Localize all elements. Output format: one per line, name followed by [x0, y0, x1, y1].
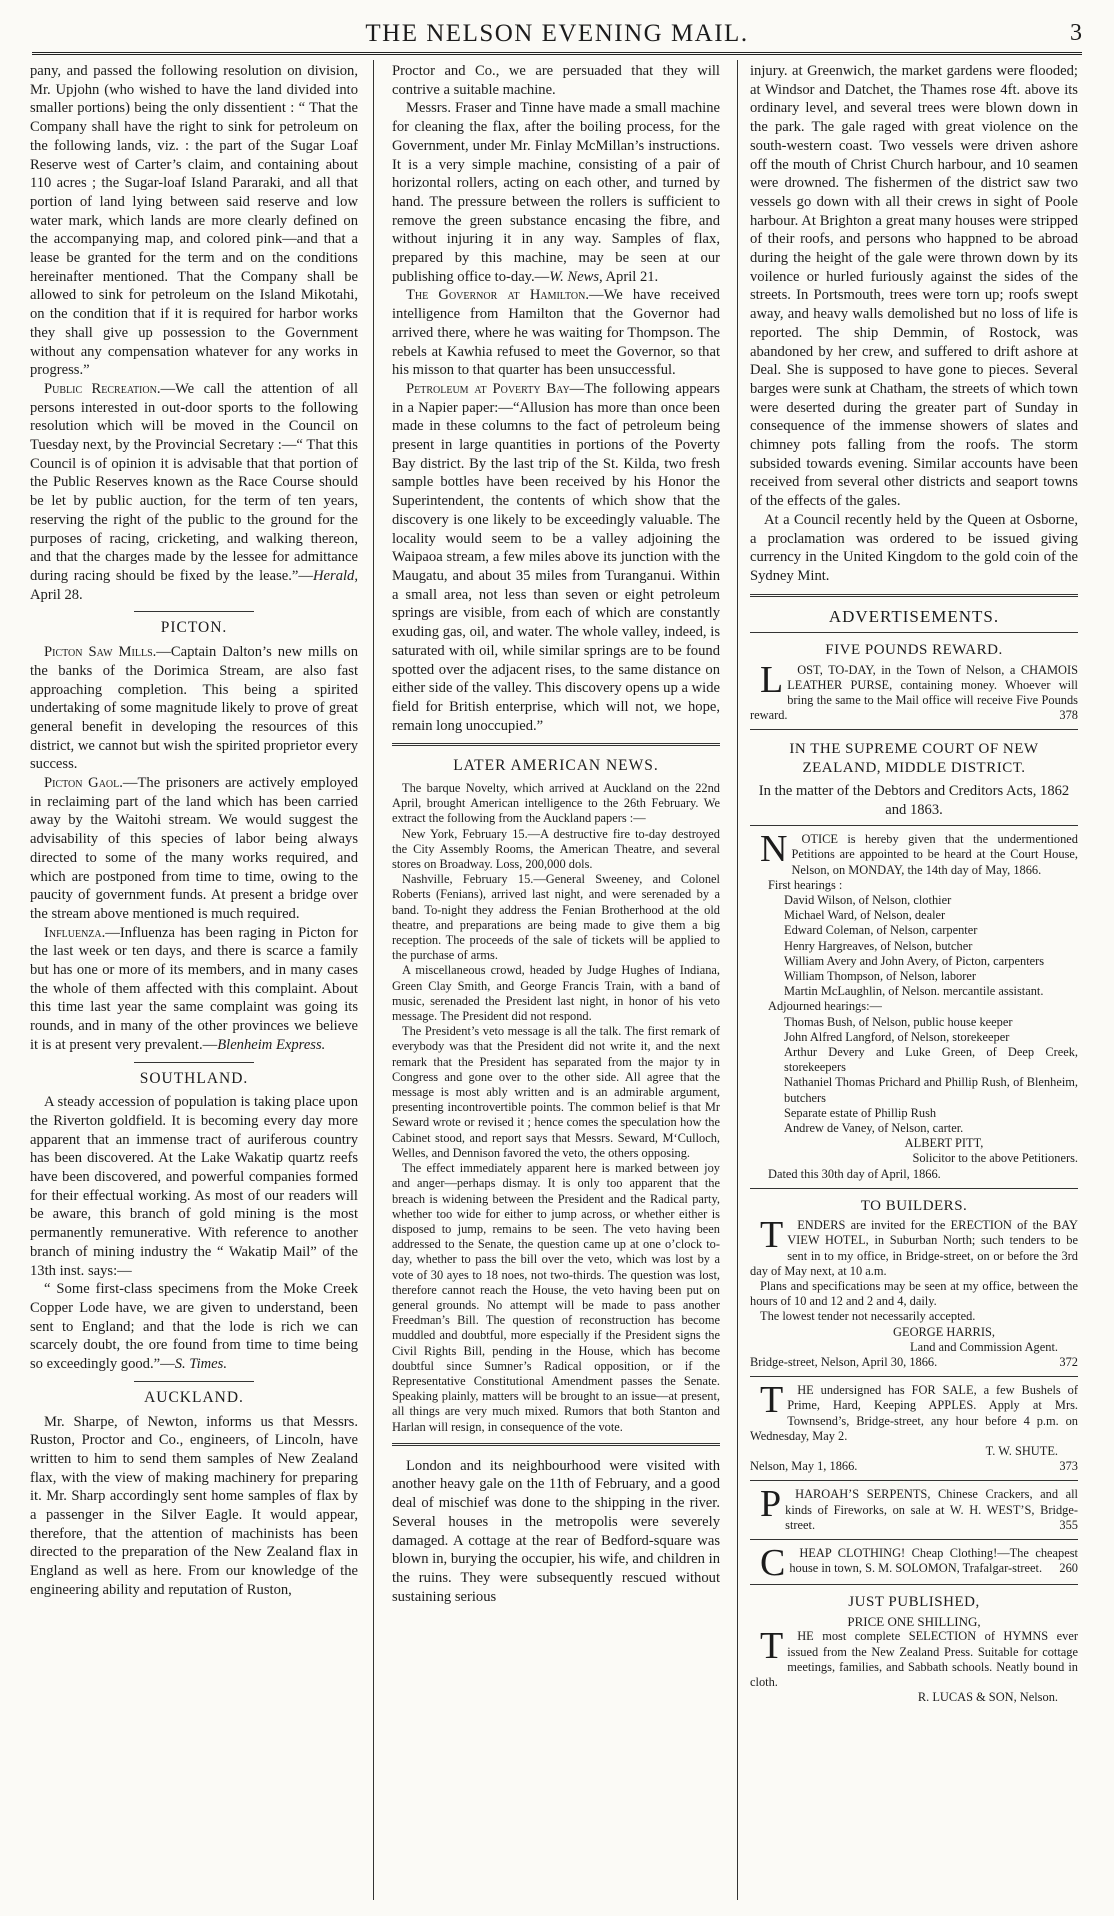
article-text: —Captain Dalton’s new mills on the banks of the Dorimica Stream, are also fast approaching completion. This being a spirited undertaking of some magnitude likely to prove of great general benefit in developing the resources of this district, we cannot but wish the spirited proprietor every success.	[30, 644, 358, 773]
divider	[750, 729, 1078, 730]
ad-text	[750, 658, 1078, 724]
divider	[750, 1539, 1078, 1540]
article-source: Herald,	[313, 567, 358, 584]
adjourned-hearings-list	[750, 1015, 1078, 1137]
masthead-rule	[32, 52, 1082, 58]
section-heading-auckland: AUCKLAND.	[144, 1388, 244, 1406]
masthead	[32, 20, 1082, 54]
ad-text	[750, 1625, 1078, 1690]
ad-place-date: Bridge-street, Nelson, April 30, 1866.	[750, 1354, 938, 1369]
ad-text	[750, 1214, 1078, 1279]
ad-heading: IN THE SUPREME COURT OF NEW ZEALAND, MIDDLE DISTRICT.	[789, 741, 1039, 777]
article-text: Messrs. Fraser and Tinne have made a small machine for cleaning the flax, after the boiling process, for the Government, under Mr. Finlay McMillan’s instructions. It is a very simple machine, consisting of a pair of horizontal rollers, acting on each other, and turned by hand. The pressure between the rollers is sufficient to remove the green substance encasing the fibre, and without injuring it in any way. Samples of flax, prepared by this machine, may be seen at our publishing office to-day.—	[392, 100, 720, 285]
dispatch-paragraph: The President’s veto message is all the talk. The first remark of everybody was that the President did not write it, and the next remark that the President has separated from the major ty in Congress and gone over to the other side. All agree that the message is most ably written and is an admirable argument, presenting incontrovertible points. The common belief is that Mr Seward wrote or revised it ; hence comes the speculation how the Cabinet stood, and report says that Messrs. Seward, M‘Culloch, Welles, and Dennison favored the veto, the others opposing.	[392, 1024, 720, 1160]
drop-cap: P	[760, 1487, 782, 1526]
page-number: 3	[1070, 20, 1082, 46]
hearing-entry: Arthur Devery and Luke Green, of Deep Creek, storekeepers	[784, 1045, 1078, 1075]
column-rule	[737, 60, 738, 1900]
divider	[750, 632, 1078, 633]
divider	[750, 825, 1078, 826]
article-paragraph	[30, 924, 358, 1055]
article-paragraph	[30, 643, 358, 774]
article-lead: Petroleum at Poverty Bay	[406, 380, 570, 397]
hearing-entry: Andrew de Vaney, of Nelson, carter.	[784, 1121, 964, 1136]
list-label: First hearings :	[768, 877, 843, 892]
ad-text	[750, 1383, 1078, 1444]
ad-text	[750, 828, 1078, 878]
divider	[750, 1376, 1078, 1377]
ad-subheading: PRICE ONE SHILLING,	[847, 1614, 981, 1630]
divider	[750, 1480, 1078, 1481]
article-paragraph	[30, 774, 358, 924]
ad-heading: FIVE POUNDS REWARD.	[825, 642, 1003, 659]
hearing-entry: Thomas Bush, of Nelson, public house keeper	[784, 1014, 1013, 1029]
dispatch-paragraph: Nashville, February 15.—General Sweeney, and Colonel Roberts (Fenians), arrived last night, and were serenaded by a band. To-night they address the Fenian Brotherhood at the old theatre, and preparations are being made to give them a big reception. The proceeds of the sale of tickets will be applied to the purchase of arms.	[392, 872, 720, 963]
divider	[750, 1188, 1078, 1189]
ad-place-date: Nelson, May 1, 1866.	[750, 1459, 858, 1474]
article-lead: Picton Saw Mills.	[44, 644, 157, 661]
ad-body: HEAP CLOTHING! Cheap Clothing!—The cheapest house in town, S. M. SOLOMON, Trafalgar-street.	[789, 1545, 1078, 1576]
ad-footer	[750, 1459, 1078, 1474]
article-text: —We have received intelligence from Hamilton that the Governor had arrived there, where he was waiting for Thompson. The rebels at Kawhia refused to meet the Governor, so that his misson to that quarter has been unsuccessful.	[392, 287, 720, 379]
drop-cap: T	[760, 1214, 784, 1257]
divider	[134, 1381, 254, 1382]
ad-body: HE most complete SELECTION of HYMNS ever issued from the New Zealand Press. Suitable for cottage meetings, families, and Sabbath schools. Neatly bound in cloth.	[750, 1629, 1078, 1689]
ad-signature: ALBERT PITT,	[904, 1136, 984, 1151]
article-source: W. News,	[549, 268, 603, 285]
hearing-entry: Nathaniel Thomas Prichard and Phillip Rush, of Blenheim, butchers	[784, 1075, 1078, 1105]
ad-heading: JUST PUBLISHED,	[848, 1593, 980, 1610]
article-paragraph: At a Council recently held by the Queen at Osborne, a proclamation was ordered to be issued giving currency in the United Kingdom to the gold coin of the Sydney Mint.	[750, 511, 1078, 584]
article-paragraph: Proctor and Co., we are persuaded that they will contrive a suitable machine.	[392, 63, 720, 98]
hearing-entry: Martin McLaughlin, of Nelson. mercantile assistant.	[784, 984, 1044, 999]
ad-signature-title: Solicitor to the above Petitioners.	[912, 1151, 1078, 1166]
divider	[750, 1584, 1078, 1585]
article-text: —Influenza has been raging in Picton for the last week or ten days, and there is scarce a family but has one or more of its members, and in many cases the whole of them affected with this complaint. About this time last year the same complaint was going its rounds, and in many of the other provinces we believe it is at present very prevalent.—	[30, 924, 358, 1053]
article-paragraph: injury. at Greenwich, the market gardens were flooded; at Windsor and Datchet, the Thames rose 4ft. above its ordinary level, and several trees were blown down in the park. The gale raged with great violence on the south-western coast. Two vessels were driven ashore off the mouth of Christ Church harbour, and 10 seamen were drowned. The fishermen of the district saw two vessels go down with all their crews in sight of Poole harbour. At Brighton a great many houses were stripped of their roofs, and persons who happned to be abroad during the height of the gale were thrown down by its voilence or hurled furiously against the sides of the streets. In Portsmouth, trees were torn up; roofs swept away, and heavy walls demolished but no loss of life is reported. The ship Demmin, of Rostock, was abandoned by her crew, and suffered to drift ashore at Deal. She is supposed to have gone to pieces. Several barges were sunk at Chatham, the streets of which town were deserted during the greater part of Sunday in consequence of the immense showers of slates and chimney pots falling from the roofs. The storm subsided towards evening. Similar accounts have been received from several other districts and seaport towns of the effects of the gales.	[750, 63, 1078, 510]
dispatch-paragraph: The effect immediately apparent here is marked between joy and anger—perhaps dismay. It is only too apparent that the breach is widening between the President and the Radical party, whether too wide for either to jump across, or whether either is disposed to jump, remains to be seen. The veto having been addressed to the Senate, the question came up at one o’clock to-day, whether to pass the bill over the veto, which was lost by a vote of 30 ayes to 18 noes, not two-thirds. The question was lost, therefore cannot reach the House, the veto having been put on general grounds. No attempt will be made to pass another Freedman’s Bill. The question of reconstruction has become muddled and doubtful, more especially if the President signs the Civil Rights Bill, pending in the House, which has become doubtful since Sumner’s Radical opposition, or if the Representative Constitutional Amendment passes the Senate. Speaking plainly, matters will be brought to an issue—at present, all things are very much mixed. Rumors that both Stanton and Harlan will resign, in consequence of the vote.	[392, 1161, 720, 1434]
divider	[134, 611, 254, 612]
column-3	[750, 62, 1078, 1902]
article-paragraph	[392, 286, 720, 380]
ad-five-pounds-reward	[750, 639, 1078, 723]
article-paragraph	[30, 380, 358, 604]
first-hearings-list	[750, 893, 1078, 999]
article-source: Blenheim Express.	[217, 1036, 326, 1053]
article-text: “ Some first-class specimens from the Moke Creek Copper Lode have, we are given to understand, been sent to England; and that the lode is rich we can scarcely doubt, the ore found from time to time being so exceedingly good.”—	[30, 1281, 358, 1373]
ad-number: 378	[1059, 708, 1078, 723]
drop-cap: C	[760, 1545, 786, 1578]
ad-body: OTICE is hereby given that the undermentioned Petitions are appointed to be heard at the Court House, Nelson, on MONDAY, the 14th day of May, 1866.	[791, 832, 1078, 877]
article-paragraph: London and its neighbourhood were visited with another heavy gale on the 11th of February, and a good deal of mischief was done to the shipping in the river. Several houses in the metropolis were severely damaged. A cottage at the rear of Bedford-square was blown in, burying the occupier, his wife, and children in the ruins. They were subsequently rescued without sustaining serious	[392, 1457, 720, 1605]
ad-date: Dated this 30th day of April, 1866.	[768, 1166, 941, 1181]
ad-number: 373	[1059, 1459, 1078, 1474]
dispatch-paragraph: A miscellaneous crowd, headed by Judge Hughes of Indiana, Green Clay Smith, and George Francis Train, with a band of music, serenaded the President last night, in honor of his veto message. The President did not respond.	[392, 963, 720, 1024]
hearing-entry: David Wilson, of Nelson, clothier	[784, 893, 952, 908]
column-rule	[373, 60, 374, 1900]
article-paragraph: A steady accession of population is taking place upon the Riverton goldfield. It is becoming every day more apparent that an immense tract of auriferous country has been discovered. At the Lake Wakatip quartz reefs have been discovered, and powerful companies formed for their effectual working. As most of our readers will be aware, this branch of gold mining is the most permanently remunerative. With reference to another branch of mining industry the “ Wakatip Mail” of the 13th inst. says:—	[30, 1094, 358, 1279]
ad-text: The lowest tender not necessarily accepted.	[760, 1309, 976, 1324]
newspaper-title: THE NELSON EVENING MAIL.	[365, 20, 749, 47]
article-paragraph: pany, and passed the following resolution on division, Mr. Upjohn (who wished to have the land divided into smaller portions) being the only dissentient : “ That the Company shall have the right to sink for petroleum on the following lands, viz. : the part of the Sugar Loaf Reserve west of Carter’s claim, and containing about 110 acres ; the Sugar-loaf Island Pararaki, and all that portion of land lying between said reserve and low water mark, which lands are more clearly defined on the accompanying map, and colored pink—and that a lease be granted for the term and on the conditions hereinafter mentioned. That the Company shall be allowed to sink for petroleum on the Island Mikotahi, on the condition that if it is required for harbor works they shall give up possession to the Government without any compensation whatever for any works in progress.”	[30, 63, 358, 379]
ad-apples	[750, 1383, 1078, 1474]
hearing-entry: Henry Hargreaves, of Nelson, butcher	[784, 938, 973, 953]
hearing-entry: Michael Ward, of Nelson, dealer	[784, 908, 946, 923]
advertisements-heading: ADVERTISEMENTS.	[828, 606, 1000, 626]
ad-heading: TO BUILDERS.	[860, 1197, 968, 1214]
ad-to-builders	[750, 1195, 1078, 1370]
hearing-entry: William Avery and John Avery, of Picton, carpenters	[784, 953, 1045, 968]
article-date: April 28.	[30, 586, 83, 603]
article-source: S. Times.	[174, 1356, 227, 1373]
article-paragraph	[30, 1280, 358, 1374]
ad-signature: R. LUCAS & SON, Nelson.	[917, 1690, 1058, 1705]
divider	[750, 594, 1078, 600]
ad-body: ENDERS are invited for the ERECTION of the BAY VIEW HOTEL, in Suburban North; such tenders to be sent in to my office, in Bridge-street, on or before the 3rd day of May next, at 10 a.m.	[750, 1218, 1078, 1278]
article-paragraph: Mr. Sharpe, of Newton, informs us that Messrs. Ruston, Proctor and Co., engineers, of Lincoln, have written to him to send them samples of New Zealand flax, with the view of making machinery for preparing it. Mr. Sharp accordingly sent home samples of flax by a passenger in the Silver Eagle. It would appear, therefore, that the attention of machinists has been directed to the preparation of the New Zealand flax in England as well as here. From our knowledge of the engineering ability and reputation of Ruston,	[30, 1413, 358, 1598]
ad-signature-title: Land and Commission Agent.	[910, 1339, 1058, 1354]
ad-hymns	[750, 1591, 1078, 1705]
ad-text: Plans and specifications may be seen at my office, between the hours of 10 and 12 and 2 and 4, daily.	[750, 1278, 1078, 1309]
drop-cap: T	[760, 1383, 784, 1422]
list-label: Adjourned hearings:—	[768, 999, 882, 1014]
column-2	[392, 62, 720, 1902]
ad-supreme-court	[750, 736, 1078, 1181]
ad-body: OST, TO-DAY, in the Town of Nelson, a CHAMOIS LEATHER PURSE, containing money. Whoever will bring the same to the Mail office will receive Five Pounds reward.	[750, 662, 1078, 723]
drop-cap: N	[760, 828, 788, 871]
ad-subheading: In the matter of the Debtors and Creditors Acts, 1862 and 1863.	[758, 782, 1070, 818]
news-dispatches	[392, 781, 720, 1435]
article-lead: Public Recreation.	[44, 380, 161, 397]
ad-footer	[750, 1355, 1078, 1370]
ad-text	[750, 1546, 1078, 1576]
article-lead: Picton Gaol.	[44, 775, 123, 792]
ad-notice	[750, 828, 1078, 1182]
article-date: April 21.	[602, 268, 659, 285]
article-text: —We call the attention of all persons interested in out-door sports to the following resolution which will be moved in the Council on Tuesday next, by the Provincial Secretary :—“ That this Council is of opinion it is advisable that that portion of the Public Reserves known as the Race Course should be let by public auction, for the term of ten years, reserving the right of the public to the ground for the purposes of racing, cricketing, and walking thereon, and that the charges made by the lessee for admittance during racing should be fixed by the lease.”—	[30, 380, 358, 584]
drop-cap: T	[760, 1625, 784, 1668]
section-heading-southland: SOUTHLAND.	[139, 1069, 249, 1087]
article-lead: Influenza.	[44, 924, 106, 941]
section-heading-picton: PICTON.	[160, 619, 228, 637]
article-text: —The following appears in a Napier paper:—“Allusion has more than once been made in these columns to the fact of petroleum being present in large quantities in portions of the Poverty Bay district. By the last trip of the St. Kilda, two fresh sample bottles have been received by his Honor the Superintendent, the contents of which show that the discovery is one likely to be exceedingly valuable. The locality would seem to be a valley adjoining the Waipaoa stream, a few miles above its junction with the Maugatu, and about 35 miles from Turanganui. Within a small area, not less than seven or eight petroleum springs are visible, from each of which are constantly exuding gas, oil, and water. The whole valley, indeed, is saturated with oil, while similar springs are to be found spotted over the adjacent rises, to the same distance on either side of the valley. This discovery opens up a wide field for British enterprise, which will not, we hope, remain long unoccupied.”	[392, 380, 720, 734]
section-heading-later-american-news: LATER AMERICAN NEWS.	[453, 757, 659, 775]
divider	[392, 743, 720, 749]
ad-number: 355	[1059, 1517, 1078, 1532]
article-text: —The prisoners are actively employed in reclaiming part of the land which has been carried away by the Waitohi stream. We would suggest the advisability of this species of labor being always directed to some of the many works required, and which are postponed from time to time, owing to the paucity of government funds. At present a bridge over the stream above mentioned is much required.	[30, 775, 358, 922]
article-paragraph	[392, 99, 720, 286]
ad-number: 260	[1059, 1561, 1078, 1576]
ad-fireworks	[750, 1487, 1078, 1533]
hearing-entry: Separate estate of Phillip Rush	[784, 1105, 937, 1120]
divider	[134, 1062, 254, 1063]
hearing-entry: Edward Coleman, of Nelson, carpenter	[784, 923, 978, 938]
ad-signature: GEORGE HARRIS,	[893, 1324, 995, 1339]
hearing-entry: William Thompson, of Nelson, laborer	[784, 969, 976, 984]
ad-number: 372	[1059, 1354, 1078, 1369]
column-1	[30, 62, 358, 1902]
dispatch-paragraph: The barque Novelty, which arrived at Auckland on the 22nd April, brought American intelligence to the 26th February. We extract the following from the Auckland papers :—	[392, 781, 720, 826]
article-lead: The Governor at Hamilton.	[406, 287, 590, 304]
ad-signature: T. W. SHUTE.	[985, 1443, 1058, 1458]
hearing-entry: John Alfred Langford, of Nelson, storekeeper	[784, 1029, 1010, 1044]
dispatch-paragraph: New York, February 15.—A destructive fire to-day destroyed the City Assembly Rooms, the American Theatre, and several stores on Broadway. Loss, 200,000 dols.	[392, 826, 720, 872]
divider	[392, 1443, 720, 1449]
ad-body: HE undersigned has FOR SALE, a few Bushels of Prime, Hard, Keeping APPLES. Apply at Mrs. Townsend’s, Bridge-street, any hour before 4 p.m. on Wednesday, May 2.	[750, 1383, 1078, 1443]
ad-text	[750, 1487, 1078, 1533]
drop-cap: L	[760, 658, 784, 701]
article-paragraph	[392, 380, 720, 735]
ad-cheap-clothing	[750, 1546, 1078, 1578]
ad-body: HAROAH’S SERPENTS, Chinese Crackers, and all kinds of Fireworks, on sale at W. H. WEST’S, Bridge-street.	[785, 1487, 1078, 1532]
